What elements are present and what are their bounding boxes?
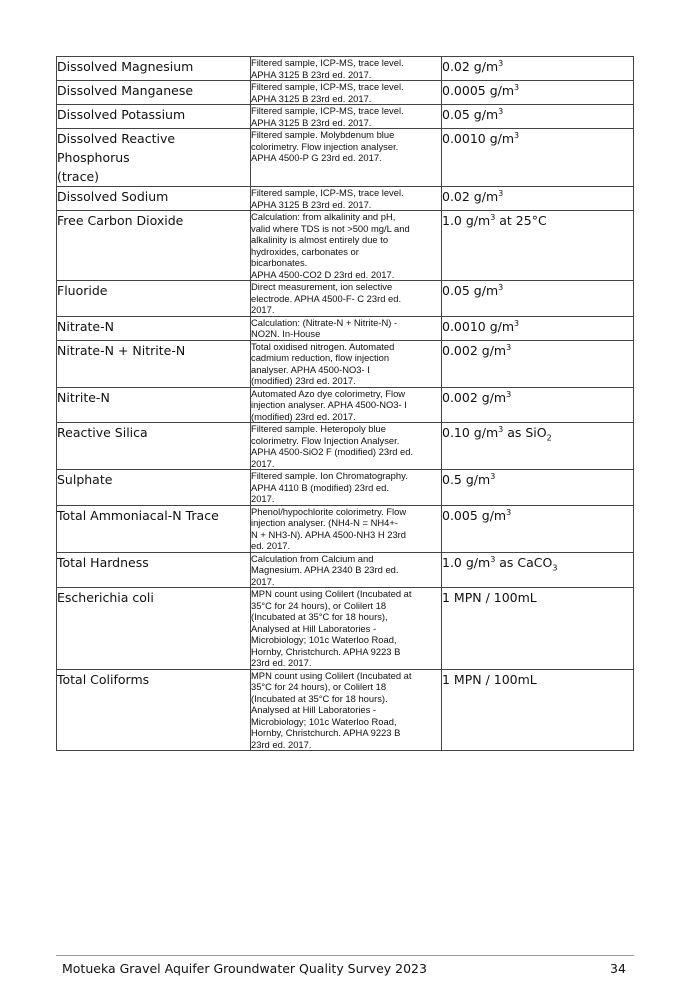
- table-row: [57, 57, 634, 81]
- determinand-cell: [57, 281, 251, 317]
- determinand-name: Nitrate-N + Nitrite-N: [57, 342, 186, 358]
- method-cell: [251, 105, 442, 129]
- limit-value: 0.02 g/m: [442, 59, 499, 74]
- determinand-name: Total Ammoniacal-N Trace: [57, 507, 219, 523]
- limit-superscript: 3: [506, 507, 512, 517]
- method-cell: [251, 552, 442, 588]
- method-description: Filtered sample, ICP-MS, trace level. APHA 3125 B 23rd ed. 2017.: [251, 105, 404, 128]
- limit-superscript: 3: [498, 424, 504, 434]
- limit-value: 0.05 g/m: [442, 283, 499, 298]
- limit-value: 0.002 g/m: [442, 342, 507, 358]
- table-row: [57, 669, 634, 751]
- table-row: [57, 470, 634, 506]
- determinand-name: Dissolved Reactive Phosphorus (trace): [57, 131, 176, 184]
- method-description: Filtered sample. Heteropoly blue colorimetry. Flow Injection Analyser. APHA 4500-SiO2 F (modified) 23rd ed. 2017.: [251, 423, 414, 469]
- table-body: [57, 57, 634, 751]
- method-cell: [251, 669, 442, 751]
- detection-limit-cell: [442, 57, 634, 81]
- determinand-name: Sulphate: [57, 472, 113, 487]
- detection-limit-cell: [442, 669, 634, 751]
- limit-superscript: 3: [506, 342, 512, 352]
- method-description: Direct measurement, ion selective electrode. APHA 4500-F- C 23rd ed. 2017.: [251, 281, 402, 315]
- method-description: MPN count using Colilert (Incubated at 35°C for 24 hours), or Colilert 18 (Incubated at 35°C for 18 hours). Analysed at Hill Laboratories - Microbiology; 101c Waterloo Road, Hornby, Christchurch. APHA 9223 B 23rd ed. 2017.: [251, 669, 412, 750]
- detection-limit-cell: [442, 211, 634, 281]
- detection-limit-cell: [442, 129, 634, 187]
- method-description: Filtered sample. Molybdenum blue colorimetry. Flow injection analyser. APHA 4500-P G 23rd ed. 2017.: [251, 129, 399, 163]
- determinand-name: Nitrate-N: [57, 318, 114, 334]
- determinand-name: Free Carbon Dioxide: [57, 213, 184, 228]
- method-cell: [251, 387, 442, 423]
- determinand-cell: [57, 81, 251, 105]
- determinand-name: Dissolved Potassium: [57, 107, 186, 122]
- method-description: Calculation: (Nitrate-N + Nitrite-N) - NO2N. In-House: [251, 316, 398, 339]
- method-cell: [251, 340, 442, 387]
- method-cell: [251, 588, 442, 670]
- determinand-cell: [57, 340, 251, 387]
- determinand-cell: [57, 387, 251, 423]
- limit-value: 0.0010 g/m: [442, 318, 515, 334]
- limit-value: 0.0005 g/m: [442, 83, 515, 98]
- detection-limit-cell: [442, 505, 634, 552]
- limit-value: 1.0 g/m: [442, 554, 491, 570]
- method-description: Filtered sample. Ion Chromatography. APHA 4110 B (modified) 23rd ed. 2017.: [251, 470, 408, 504]
- footer-page-number: 34: [610, 961, 626, 976]
- table-row: [57, 340, 634, 387]
- detection-limit-cell: [442, 423, 634, 470]
- determinand-cell: [57, 423, 251, 470]
- limit-superscript: 3: [514, 130, 520, 140]
- limit-suffix: at 25°C: [495, 213, 547, 228]
- table-row: [57, 281, 634, 317]
- determinand-name: Dissolved Manganese: [57, 83, 194, 98]
- method-cell: [251, 505, 442, 552]
- limit-value: 1 MPN / 100mL: [442, 671, 537, 687]
- limit-suffix: as CaCO: [495, 554, 553, 570]
- table-row: [57, 105, 634, 129]
- table-row: [57, 423, 634, 470]
- method-description: Automated Azo dye colorimetry, Flow injection analyser. APHA 4500-NO3- I (modified) 23rd ed. 2017.: [251, 387, 407, 422]
- table-row: [57, 211, 634, 281]
- determinand-name: Reactive Silica: [57, 425, 148, 440]
- limit-superscript: 3: [498, 58, 504, 68]
- limit-superscript: 3: [490, 554, 496, 564]
- table-row: [57, 588, 634, 670]
- table-row: [57, 505, 634, 552]
- method-description: Phenol/hypochlorite colorimetry. Flow injection analyser. (NH4-N = NH4+- N + NH3-N). APHA 4500-NH3 H 23rd ed. 2017.: [251, 505, 407, 551]
- limit-value: 1.0 g/m: [442, 213, 491, 228]
- limit-value: 0.5 g/m: [442, 472, 491, 487]
- method-description: Filtered sample, ICP-MS, trace level. APHA 3125 B 23rd ed. 2017.: [251, 187, 404, 210]
- determinand-cell: [57, 588, 251, 670]
- limit-value: 0.10 g/m: [442, 425, 499, 440]
- limit-suffix: as SiO: [503, 425, 547, 440]
- limit-value: 0.0010 g/m: [442, 131, 515, 146]
- detection-limit-cell: [442, 187, 634, 211]
- method-cell: [251, 470, 442, 506]
- method-description: Filtered sample, ICP-MS, trace level. APHA 3125 B 23rd ed. 2017.: [251, 57, 404, 80]
- limit-superscript: 3: [514, 318, 520, 328]
- detection-limit-cell: [442, 340, 634, 387]
- detection-limit-cell: [442, 588, 634, 670]
- method-cell: [251, 187, 442, 211]
- method-cell: [251, 129, 442, 187]
- determinand-cell: [57, 129, 251, 187]
- analytical-methods-table: [56, 56, 634, 751]
- detection-limit-cell: [442, 281, 634, 317]
- limit-value: 0.05 g/m: [442, 107, 499, 122]
- determinand-name: Dissolved Sodium: [57, 189, 169, 204]
- determinand-cell: [57, 470, 251, 506]
- table-row: [57, 187, 634, 211]
- determinand-cell: [57, 669, 251, 751]
- determinand-name: Total Hardness: [57, 554, 149, 570]
- method-cell: [251, 423, 442, 470]
- determinand-name: Dissolved Magnesium: [57, 59, 194, 74]
- determinand-cell: [57, 316, 251, 340]
- limit-superscript: 3: [498, 106, 504, 116]
- determinand-name: Total Coliforms: [57, 671, 150, 687]
- detection-limit-cell: [442, 105, 634, 129]
- footer-document-title: Motueka Gravel Aquifer Groundwater Quality Survey 2023: [62, 961, 427, 976]
- determinand-name: Fluoride: [57, 283, 108, 298]
- method-cell: [251, 81, 442, 105]
- method-description: MPN count using Colilert (Incubated at 35°C for 24 hours), or Colilert 18 (Incubated at 35°C for 18 hours), Analysed at Hill Laboratories - Microbiology; 101c Waterloo Road, Hornby, Christchurch. APHA 9223 B 23rd ed. 2017.: [251, 588, 412, 668]
- detection-limit-cell: [442, 316, 634, 340]
- table-row: [57, 387, 634, 423]
- limit-superscript: 3: [490, 471, 496, 481]
- determinand-name: Nitrite-N: [57, 389, 110, 405]
- determinand-cell: [57, 187, 251, 211]
- determinand-cell: [57, 505, 251, 552]
- limit-superscript: 3: [498, 282, 504, 292]
- method-cell: [251, 316, 442, 340]
- limit-subscript: 2: [546, 433, 552, 443]
- detection-limit-cell: [442, 81, 634, 105]
- limit-superscript: 3: [490, 212, 496, 222]
- method-description: Calculation from Calcium and Magnesium. APHA 2340 B 23rd ed. 2017.: [251, 552, 399, 587]
- method-cell: [251, 57, 442, 81]
- limit-superscript: 3: [514, 82, 520, 92]
- detection-limit-cell: [442, 387, 634, 423]
- limit-value: 1 MPN / 100mL: [442, 590, 537, 605]
- method-description: Filtered sample, ICP-MS, trace level. APHA 3125 B 23rd ed. 2017.: [251, 81, 404, 104]
- method-cell: [251, 211, 442, 281]
- limit-value: 0.005 g/m: [442, 507, 507, 523]
- table-row: [57, 129, 634, 187]
- table-row: [57, 81, 634, 105]
- table-row: [57, 316, 634, 340]
- determinand-cell: [57, 552, 251, 588]
- determinand-cell: [57, 211, 251, 281]
- determinand-name: Escherichia coli: [57, 590, 154, 605]
- method-cell: [251, 281, 442, 317]
- limit-superscript: 3: [498, 188, 504, 198]
- limit-value: 0.002 g/m: [442, 389, 507, 405]
- detection-limit-cell: [442, 470, 634, 506]
- detection-limit-cell: [442, 552, 634, 588]
- determinand-cell: [57, 105, 251, 129]
- method-description: Calculation: from alkalinity and pH, valid where TDS is not >500 mg/L and alkalinity is almost entirely due to hydroxides, carbonates or bicarbonates. APHA 4500-CO2 D 23rd ed. 2017.: [251, 211, 410, 280]
- footer-divider: [56, 955, 634, 956]
- table-row: [57, 552, 634, 588]
- method-description: Total oxidised nitrogen. Automated cadmium reduction, flow injection analyser. APHA 4500-NO3- I (modified) 23rd ed. 2017.: [251, 340, 395, 386]
- limit-value: 0.02 g/m: [442, 189, 499, 204]
- determinand-cell: [57, 57, 251, 81]
- limit-subscript: 3: [552, 563, 558, 572]
- limit-superscript: 3: [506, 389, 512, 399]
